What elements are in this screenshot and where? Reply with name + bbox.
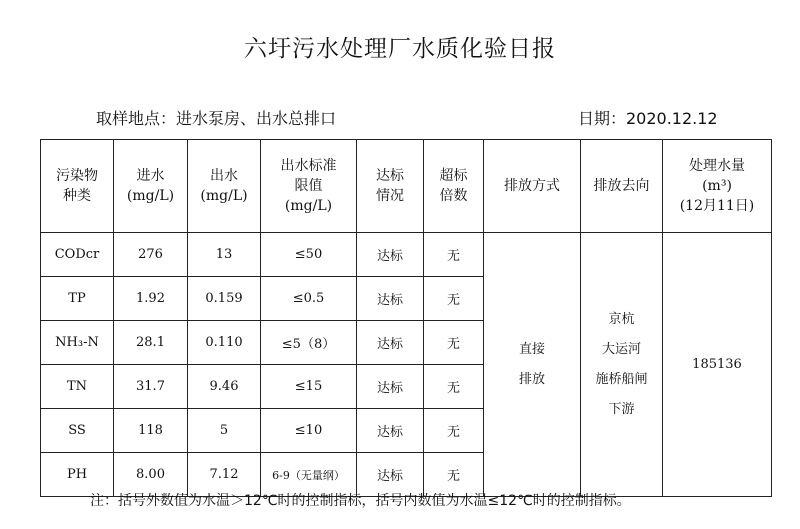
header-outflow: 出水 (mg/L) bbox=[188, 140, 261, 233]
exceed-cell: 无 bbox=[424, 277, 484, 321]
table-row bbox=[41, 233, 772, 277]
outflow-cell: 7.12 bbox=[188, 453, 261, 497]
compliance-cell: 达标 bbox=[357, 321, 424, 365]
pollutant-cell: CODcr bbox=[41, 233, 114, 277]
inflow-cell: 31.7 bbox=[114, 365, 188, 409]
limit-cell: 6-9（无量纲） bbox=[261, 453, 357, 497]
header-discharge-method: 排放方式 bbox=[484, 140, 581, 233]
header-volume: 处理水量 (m³) (12月11日) bbox=[663, 140, 772, 233]
outflow-cell: 13 bbox=[188, 233, 261, 277]
inflow-cell: 1.92 bbox=[114, 277, 188, 321]
discharge-method-cell: 直接 排放 bbox=[484, 233, 581, 497]
header-compliance: 达标 情况 bbox=[357, 140, 424, 233]
compliance-cell: 达标 bbox=[357, 453, 424, 497]
outflow-cell: 0.159 bbox=[188, 277, 261, 321]
pollutant-cell: PH bbox=[41, 453, 114, 497]
limit-cell: ≤15 bbox=[261, 365, 357, 409]
header-pollutant: 污染物 种类 bbox=[41, 140, 114, 233]
sampling-location: 取样地点：进水泵房、出水总排口 bbox=[96, 109, 337, 128]
limit-cell: ≤10 bbox=[261, 409, 357, 453]
volume-cell: 185136 bbox=[663, 233, 772, 497]
compliance-cell: 达标 bbox=[357, 277, 424, 321]
header-exceed: 超标 倍数 bbox=[424, 140, 484, 233]
exceed-cell: 无 bbox=[424, 365, 484, 409]
inflow-cell: 8.00 bbox=[114, 453, 188, 497]
outflow-cell: 0.110 bbox=[188, 321, 261, 365]
header-discharge-destination: 排放去向 bbox=[581, 140, 663, 233]
inflow-cell: 276 bbox=[114, 233, 188, 277]
outflow-cell: 5 bbox=[188, 409, 261, 453]
inflow-cell: 118 bbox=[114, 409, 188, 453]
discharge-destination-cell: 京杭 大运河 施桥船闸 下游 bbox=[581, 233, 663, 497]
limit-cell: ≤50 bbox=[261, 233, 357, 277]
inflow-cell: 28.1 bbox=[114, 321, 188, 365]
pollutant-cell: NH₃-N bbox=[41, 321, 114, 365]
water-quality-table bbox=[40, 139, 772, 497]
pollutant-cell: TN bbox=[41, 365, 114, 409]
report-title: 六圩污水处理厂水质化验日报 bbox=[244, 36, 556, 62]
header-row bbox=[41, 140, 772, 233]
exceed-cell: 无 bbox=[424, 453, 484, 497]
header-limit: 出水标准 限值 (mg/L) bbox=[261, 140, 357, 233]
pollutant-cell: TP bbox=[41, 277, 114, 321]
compliance-cell: 达标 bbox=[357, 409, 424, 453]
footnote: 注：括号外数值为水温＞12℃时的控制指标，括号内数值为水温≤12℃时的控制指标。 bbox=[90, 493, 631, 509]
compliance-cell: 达标 bbox=[357, 365, 424, 409]
outflow-cell: 9.46 bbox=[188, 365, 261, 409]
exceed-cell: 无 bbox=[424, 409, 484, 453]
header-inflow: 进水 (mg/L) bbox=[114, 140, 188, 233]
exceed-cell: 无 bbox=[424, 233, 484, 277]
limit-cell: ≤5（8） bbox=[261, 321, 357, 365]
pollutant-cell: SS bbox=[41, 409, 114, 453]
limit-cell: ≤0.5 bbox=[261, 277, 357, 321]
compliance-cell: 达标 bbox=[357, 233, 424, 277]
report-date: 日期：2020.12.12 bbox=[578, 109, 718, 128]
exceed-cell: 无 bbox=[424, 321, 484, 365]
